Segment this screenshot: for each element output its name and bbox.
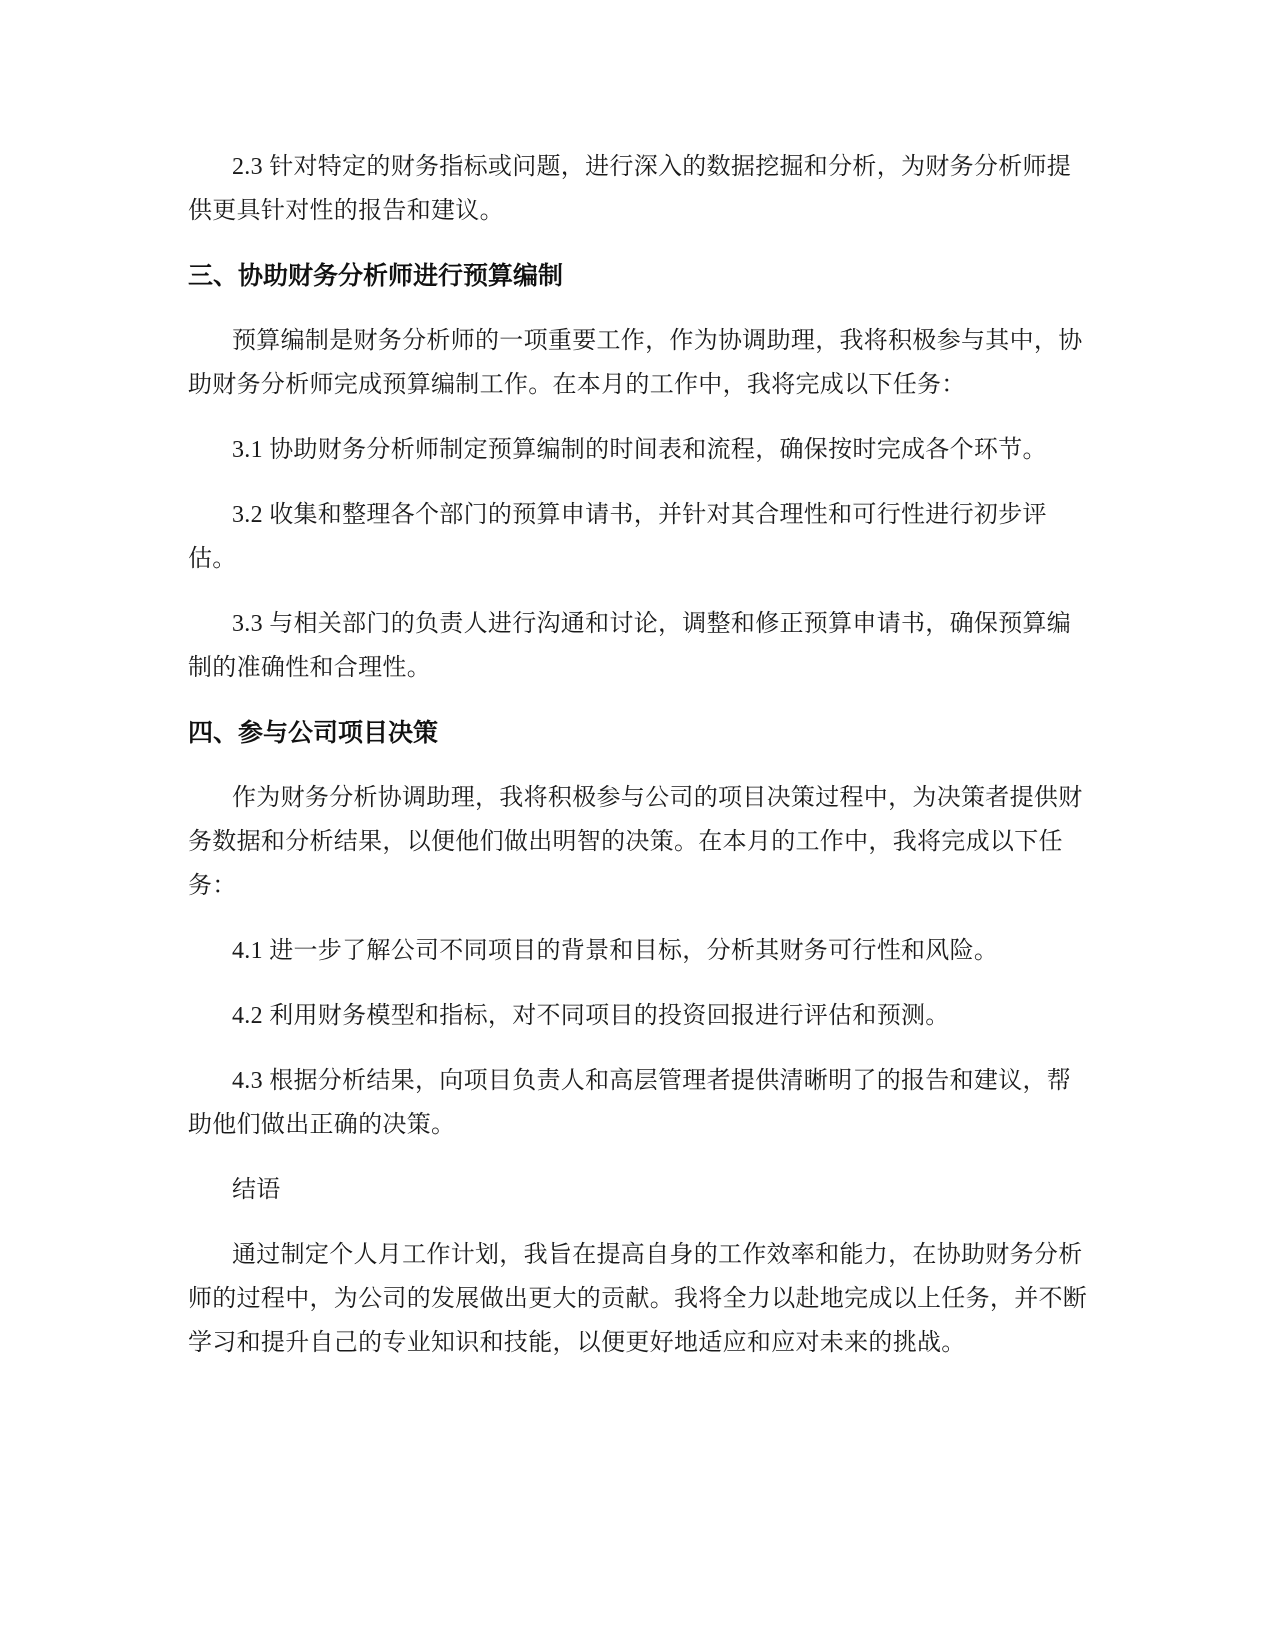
document-body (188, 145, 1093, 1386)
paragraph-2-3: 2.3 针对特定的财务指标或问题，进行深入的数据挖掘和分析，为财务分析师提供更具针对性的报告和建议。 (188, 154, 1072, 224)
paragraph-conclusion: 通过制定个人月工作计划，我旨在提高自身的工作效率和能力，在协助财务分析师的过程中，为公司的发展做出更大的贡献。我将全力以赴地完成以上任务，并不断学习和提升自己的专业知识和技能，以便更好地适应和应对未来的挑战。 (188, 1242, 1088, 1356)
section-heading-4: 四、参与公司项目决策 (188, 719, 439, 747)
paragraph-4-2: 4.2 利用财务模型和指标，对不同项目的投资回报进行评估和预测。 (232, 1003, 950, 1029)
paragraph-4-1: 4.1 进一步了解公司不同项目的背景和目标，分析其财务可行性和风险。 (232, 938, 999, 964)
paragraph-section-4-intro: 作为财务分析协调助理，我将积极参与公司的项目决策过程中，为决策者提供财务数据和分析结果，以便他们做出明智的决策。在本月的工作中，我将完成以下任务： (188, 785, 1083, 899)
paragraph-3-1: 3.1 协助财务分析师制定预算编制的时间表和流程，确保按时完成各个环节。 (232, 437, 1047, 463)
conclusion-label: 结语 (232, 1177, 281, 1203)
paragraph-4-3: 4.3 根据分析结果，向项目负责人和高层管理者提供清晰明了的报告和建议，帮助他们做出正确的决策。 (188, 1068, 1072, 1138)
paragraph-3-2: 3.2 收集和整理各个部门的预算申请书，并针对其合理性和可行性进行初步评估。 (188, 502, 1047, 572)
paragraph-section-3-intro: 预算编制是财务分析师的一项重要工作，作为协调助理，我将积极参与其中，协助财务分析师完成预算编制工作。在本月的工作中，我将完成以下任务： (188, 328, 1083, 398)
paragraph-3-3: 3.3 与相关部门的负责人进行沟通和讨论，调整和修正预算申请书，确保预算编制的准确性和合理性。 (188, 611, 1072, 681)
section-heading-3: 三、协助财务分析师进行预算编制 (188, 262, 564, 290)
